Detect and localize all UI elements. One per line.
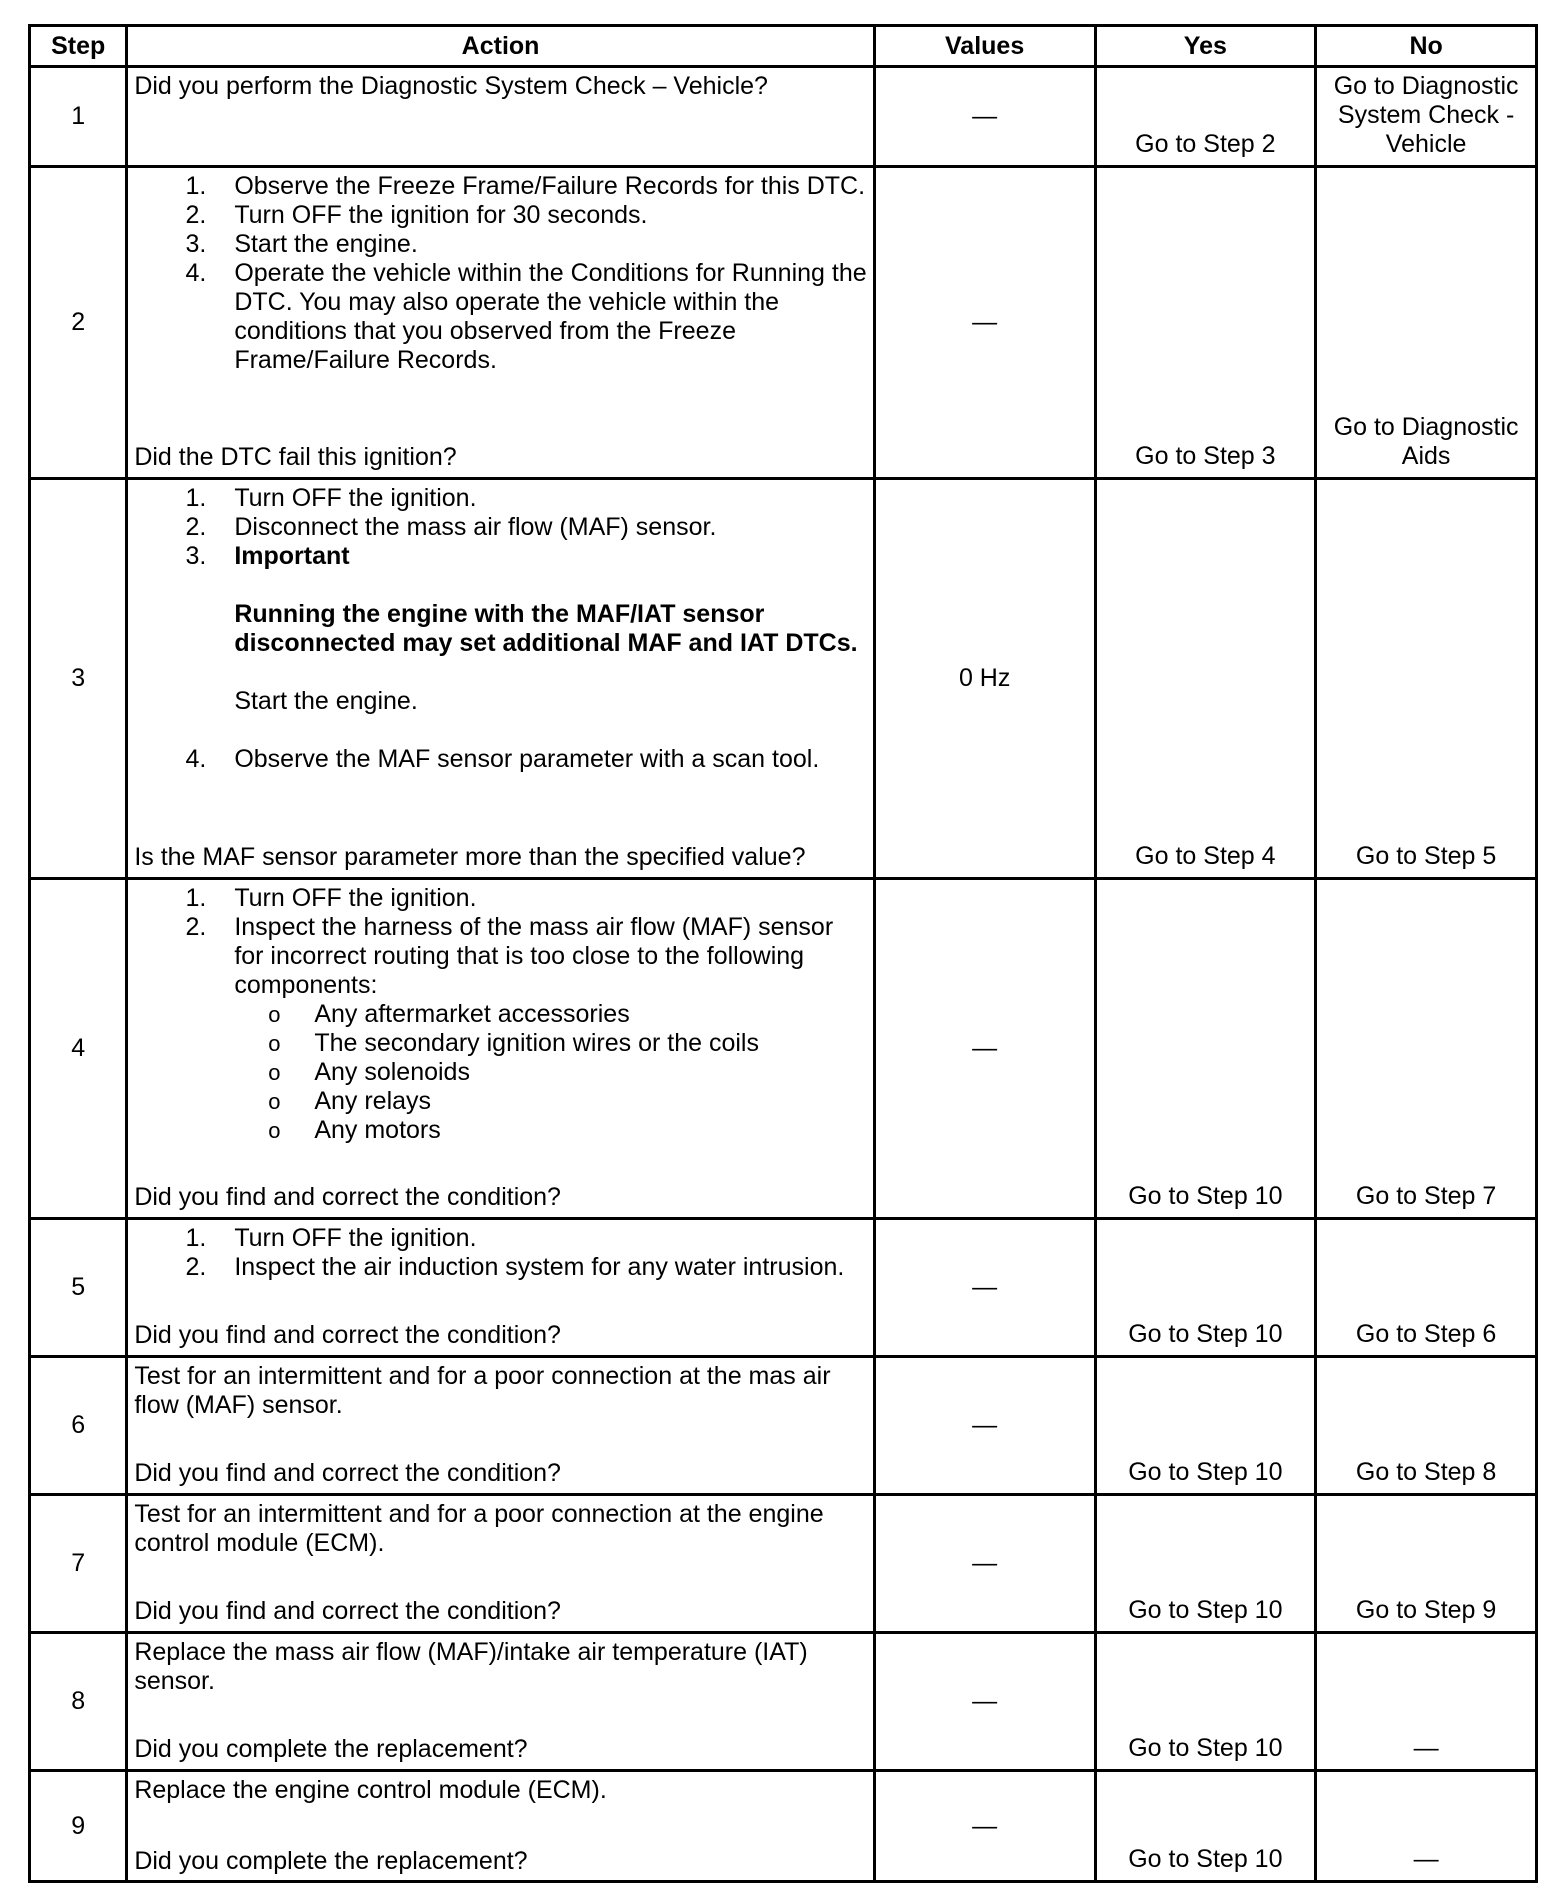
action-text: Replace the mass air flow (MAF)/intake air temperature (IAT) sensor.	[134, 1638, 808, 1695]
no-cell: Go to Step 9	[1316, 1495, 1537, 1633]
question-text: Did you find and correct the condition?	[134, 1459, 561, 1487]
list-item: o Any aftermarket accessories	[268, 1000, 630, 1028]
values-cell: 0 Hz	[874, 479, 1095, 879]
action-cell	[127, 1495, 874, 1633]
table-row	[30, 1633, 1537, 1771]
action-text: Test for an intermittent and for a poor connection at the engine control module (ECM).	[134, 1500, 824, 1557]
action-steps	[134, 884, 868, 1000]
table-row	[30, 1771, 1537, 1882]
step-number: 6	[30, 1357, 127, 1495]
list-item: 3. Important	[185, 542, 350, 570]
header-yes: Yes	[1095, 26, 1316, 67]
question-text: Did the DTC fail this ignition?	[134, 443, 457, 471]
yes-cell: Go to Step 10	[1095, 879, 1316, 1219]
values-cell: —	[874, 1633, 1095, 1771]
list-item: o Any motors	[268, 1116, 441, 1144]
question-text: Did you find and correct the condition?	[134, 1321, 561, 1349]
step-number: 3	[30, 479, 127, 879]
list-item: o Any solenoids	[268, 1058, 470, 1086]
list-item: 4. Operate the vehicle within the Conditions for Running the DTC. You may also operate the vehicle within the conditions that you observed from the Freeze Frame/Failure Records.	[185, 259, 867, 374]
no-cell: Go to Step 6	[1316, 1219, 1537, 1357]
list-item: 1. Turn OFF the ignition.	[185, 484, 477, 512]
list-item: 1. Turn OFF the ignition.	[185, 884, 477, 912]
no-cell: Go to Step 5	[1316, 479, 1537, 879]
list-item: 2. Inspect the air induction system for any water intrusion.	[185, 1253, 845, 1281]
action-cell	[127, 1771, 874, 1882]
action-steps	[134, 172, 868, 375]
yes-cell: Go to Step 10	[1095, 1771, 1316, 1882]
step-number: 4	[30, 879, 127, 1219]
action-text: Test for an intermittent and for a poor connection at the mas air flow (MAF) sensor.	[134, 1362, 831, 1419]
start-engine-text: Start the engine.	[234, 687, 418, 715]
question-text: Did you find and correct the condition?	[134, 1183, 561, 1211]
no-cell: Go to Step 8	[1316, 1357, 1537, 1495]
step-number: 5	[30, 1219, 127, 1357]
question-text: Is the MAF sensor parameter more than the specified value?	[134, 843, 806, 871]
no-cell: Go to Diagnostic Aids	[1316, 167, 1537, 479]
question-text: Did you find and correct the condition?	[134, 1597, 561, 1625]
no-cell: —	[1316, 1771, 1537, 1882]
table-row	[30, 1219, 1537, 1357]
values-cell: —	[874, 1357, 1095, 1495]
yes-cell: Go to Step 10	[1095, 1219, 1316, 1357]
values-cell: —	[874, 67, 1095, 167]
step-number: 7	[30, 1495, 127, 1633]
action-cell	[127, 1219, 874, 1357]
question-text: Did you complete the replacement?	[134, 1847, 528, 1875]
action-cell	[127, 1357, 874, 1495]
values-cell: —	[874, 1495, 1095, 1633]
list-item: o The secondary ignition wires or the coils	[268, 1029, 759, 1057]
table-row	[30, 67, 1537, 167]
action-steps	[134, 484, 868, 571]
list-item: 1. Turn OFF the ignition.	[185, 1224, 477, 1252]
list-item: 2. Disconnect the mass air flow (MAF) sensor.	[185, 513, 717, 541]
header-action: Action	[127, 26, 874, 67]
component-list	[134, 1000, 868, 1145]
action-text: Replace the engine control module (ECM).	[134, 1776, 607, 1804]
header-step: Step	[30, 26, 127, 67]
table-row	[30, 1357, 1537, 1495]
yes-cell: Go to Step 10	[1095, 1495, 1316, 1633]
values-cell: —	[874, 167, 1095, 479]
list-item: 1. Observe the Freeze Frame/Failure Records for this DTC.	[185, 172, 866, 200]
question-text: Did you perform the Diagnostic System Check – Vehicle?	[134, 72, 768, 100]
table-row	[30, 167, 1537, 479]
list-item: 3. Start the engine.	[185, 230, 418, 258]
no-cell: —	[1316, 1633, 1537, 1771]
list-item: 4. Observe the MAF sensor parameter with a scan tool.	[185, 745, 820, 773]
action-cell	[127, 879, 874, 1219]
step-number: 8	[30, 1633, 127, 1771]
list-item: 2. Turn OFF the ignition for 30 seconds.	[185, 201, 648, 229]
table-row	[30, 1495, 1537, 1633]
no-cell: Go to Step 7	[1316, 879, 1537, 1219]
values-cell: —	[874, 1219, 1095, 1357]
list-item: o Any relays	[268, 1087, 432, 1115]
yes-cell: Go to Step 2	[1095, 67, 1316, 167]
step-number: 9	[30, 1771, 127, 1882]
no-cell: Go to Diagnostic System Check - Vehicle	[1316, 67, 1537, 167]
header-row	[30, 26, 1537, 67]
values-cell: —	[874, 1771, 1095, 1882]
action-cell	[127, 479, 874, 879]
header-no: No	[1316, 26, 1537, 67]
header-values: Values	[874, 26, 1095, 67]
yes-cell: Go to Step 10	[1095, 1357, 1316, 1495]
yes-cell: Go to Step 10	[1095, 1633, 1316, 1771]
question-text: Did you complete the replacement?	[134, 1735, 528, 1763]
yes-cell: Go to Step 4	[1095, 479, 1316, 879]
action-cell	[127, 1633, 874, 1771]
table-row	[30, 879, 1537, 1219]
action-steps	[134, 1224, 868, 1282]
action-cell	[127, 167, 874, 479]
diagnostic-table	[28, 24, 1538, 1883]
important-note: Running the engine with the MAF/IAT sensor disconnected may set additional MAF and IAT DTCs.	[234, 600, 858, 657]
values-cell: —	[874, 879, 1095, 1219]
yes-cell: Go to Step 3	[1095, 167, 1316, 479]
step-number: 1	[30, 67, 127, 167]
action-cell	[127, 67, 874, 167]
table-row	[30, 479, 1537, 879]
list-item: 2. Inspect the harness of the mass air flow (MAF) sensor for incorrect routing that is too close to the following components:	[185, 913, 834, 999]
step-number: 2	[30, 167, 127, 479]
